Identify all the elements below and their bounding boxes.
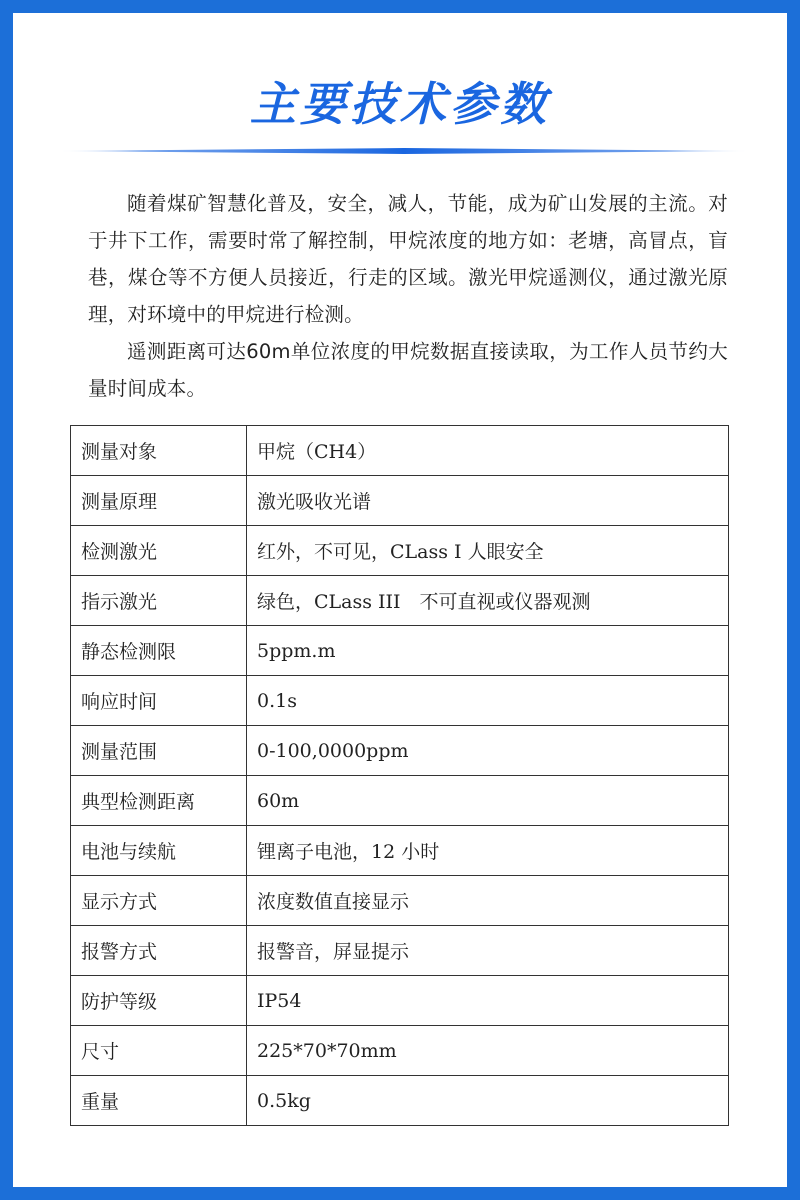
spec-value: 红外，不可见，CLass I 人眼安全 — [247, 526, 729, 576]
intro-paragraph: 遥测距离可达60m单位浓度的甲烷数据直接读取，为工作人员节约大量时间成本。 — [88, 340, 728, 400]
spec-value: 锂离子电池，12 小时 — [247, 826, 729, 876]
spec-value: 0.1s — [247, 676, 729, 726]
table-row — [71, 726, 729, 776]
spec-label: 防护等级 — [71, 976, 247, 1026]
table-row — [71, 826, 729, 876]
spec-value: 甲烷（CH4） — [247, 426, 729, 476]
spec-label: 电池与续航 — [71, 826, 247, 876]
spec-label: 显示方式 — [71, 876, 247, 926]
table-row — [71, 476, 729, 526]
spec-value: 0-100,0000ppm — [247, 726, 729, 776]
table-row — [71, 526, 729, 576]
spec-label: 典型检测距离 — [71, 776, 247, 826]
spec-value: 0.5kg — [247, 1076, 729, 1126]
title-underline — [59, 146, 749, 156]
table-row — [71, 876, 729, 926]
spec-table — [70, 425, 729, 1126]
spec-value: 5ppm.m — [247, 626, 729, 676]
table-row — [71, 426, 729, 476]
spec-label: 指示激光 — [71, 576, 247, 626]
table-row — [71, 626, 729, 676]
table-row — [71, 976, 729, 1026]
intro-text — [88, 185, 728, 407]
table-row — [71, 576, 729, 626]
spec-label: 测量对象 — [71, 426, 247, 476]
spec-label: 报警方式 — [71, 926, 247, 976]
spec-value: 激光吸收光谱 — [247, 476, 729, 526]
spec-label: 静态检测限 — [71, 626, 247, 676]
spec-value: 绿色，CLass III 不可直视或仪器观测 — [247, 576, 729, 626]
intro-paragraph: 随着煤矿智慧化普及，安全，减人，节能，成为矿山发展的主流。对于井下工作，需要时常了解控制，甲烷浓度的地方如：老塘，高冒点，盲巷，煤仓等不方便人员接近，行走的区域。激光甲烷遥测仪，通过激光原理，对环境中的甲烷进行检测。 — [88, 192, 728, 326]
spec-label: 测量范围 — [71, 726, 247, 776]
spec-label: 测量原理 — [71, 476, 247, 526]
page-title: 主要技术参数 — [250, 77, 550, 131]
table-row — [71, 676, 729, 726]
table-row — [71, 926, 729, 976]
spec-label: 检测激光 — [71, 526, 247, 576]
spec-value: 225*70*70mm — [247, 1026, 729, 1076]
spec-value: 浓度数值直接显示 — [247, 876, 729, 926]
table-row — [71, 776, 729, 826]
spec-label: 重量 — [71, 1076, 247, 1126]
table-row — [71, 1076, 729, 1126]
spec-value: IP54 — [247, 976, 729, 1026]
table-row — [71, 1026, 729, 1076]
spec-value: 60m — [247, 776, 729, 826]
page-panel — [13, 13, 787, 1187]
spec-value: 报警音，屏显提示 — [247, 926, 729, 976]
spec-label: 尺寸 — [71, 1026, 247, 1076]
spec-label: 响应时间 — [71, 676, 247, 726]
